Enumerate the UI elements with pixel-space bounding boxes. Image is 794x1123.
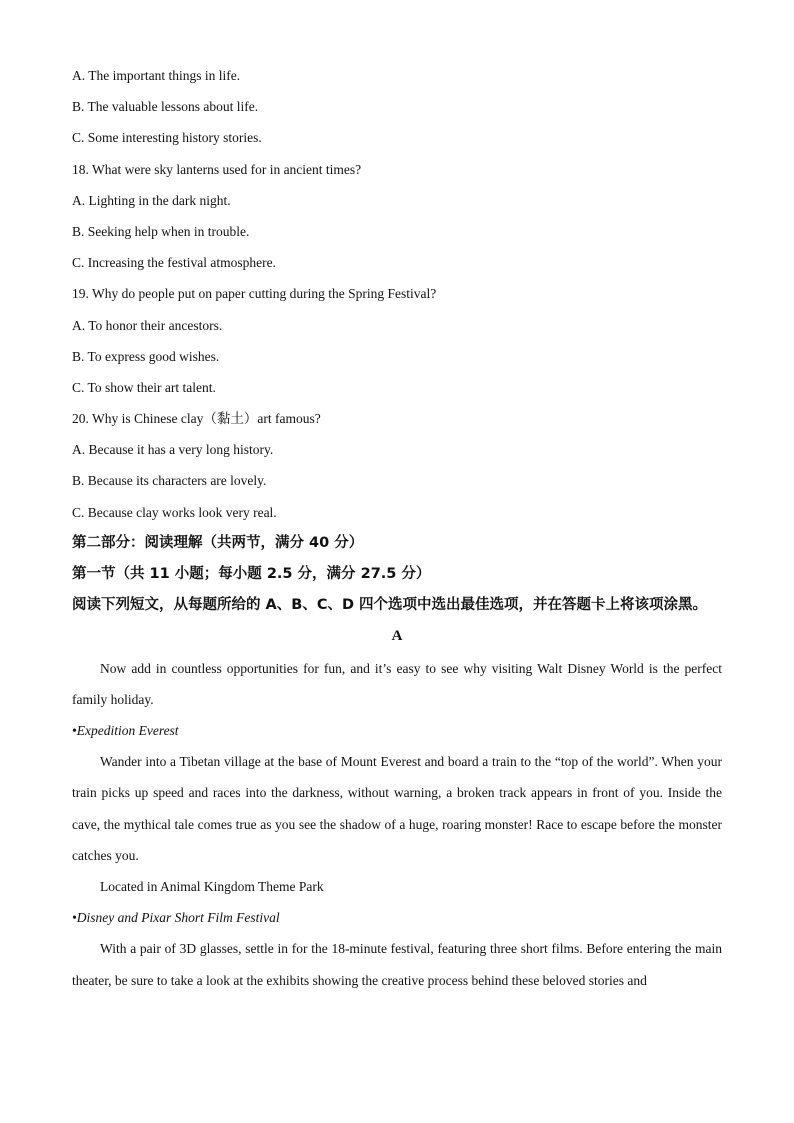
- reading-instruction: 阅读下列短文，从每题所给的 A、B、C、D 四个选项中选出最佳选项，并在答题卡上将该项涂黑。: [72, 597, 708, 614]
- q20-option-b: B. Because its characters are lovely.: [72, 473, 267, 489]
- q17-option-b: B. The valuable lessons about life.: [72, 99, 259, 115]
- attraction-title-everest: •Expedition Everest: [72, 722, 179, 738]
- document-page: [72, 60, 722, 996]
- attraction-body-film-festival: With a pair of 3D glasses, settle in for the 18-minute festival, featuring three short films. Before entering the main theater, be sure to take a look at the exhibits showing the creative process behind these beloved stories and: [72, 941, 722, 988]
- attraction-title-film-festival: •Disney and Pixar Short Film Festival: [72, 910, 280, 926]
- q20-question: 20. Why is Chinese clay（黏土）art famous?: [72, 411, 321, 427]
- q18-option-b: B. Seeking help when in trouble.: [72, 223, 250, 239]
- q20-option-a: A. Because it has a very long history.: [72, 442, 274, 458]
- q19-question: 19. Why do people put on paper cutting during the Spring Festival?: [72, 286, 437, 302]
- attraction-body-everest: Wander into a Tibetan village at the base of Mount Everest and board a train to the “top of the world”. When your train picks up speed and races into the darkness, without warning, a broken track appears in front of you. Inside the cave, the mythical tale comes true as you see the shadow of a huge, roaring monster! Race to escape before the monster catches you.: [72, 754, 722, 863]
- q17-option-a: A. The important things in life.: [72, 68, 241, 83]
- q19-option-c: C. To show their art talent.: [72, 379, 216, 395]
- q19-option-a: A. To honor their ancestors.: [72, 317, 223, 333]
- part2-heading: 第二部分：阅读理解（共两节，满分 40 分）: [72, 534, 364, 551]
- q18-option-c: C. Increasing the festival atmosphere.: [72, 255, 276, 271]
- q17-option-c: C. Some interesting history stories.: [72, 130, 262, 146]
- passage-intro: Now add in countless opportunities for fun, and it’s easy to see why visiting Walt Disney World is the perfect family holiday.: [72, 660, 722, 707]
- section1-heading: 第一节（共 11 小题；每小题 2.5 分，满分 27.5 分）: [72, 566, 431, 582]
- attraction-location-everest: Located in Animal Kingdom Theme Park: [100, 878, 324, 894]
- q19-option-b: B. To express good wishes.: [72, 348, 220, 364]
- q18-question: 18. What were sky lanterns used for in ancient times?: [72, 161, 362, 177]
- q18-option-a: A. Lighting in the dark night.: [72, 192, 231, 208]
- q20-option-c: C. Because clay works look very real.: [72, 504, 277, 520]
- passage-letter: A: [391, 628, 403, 645]
